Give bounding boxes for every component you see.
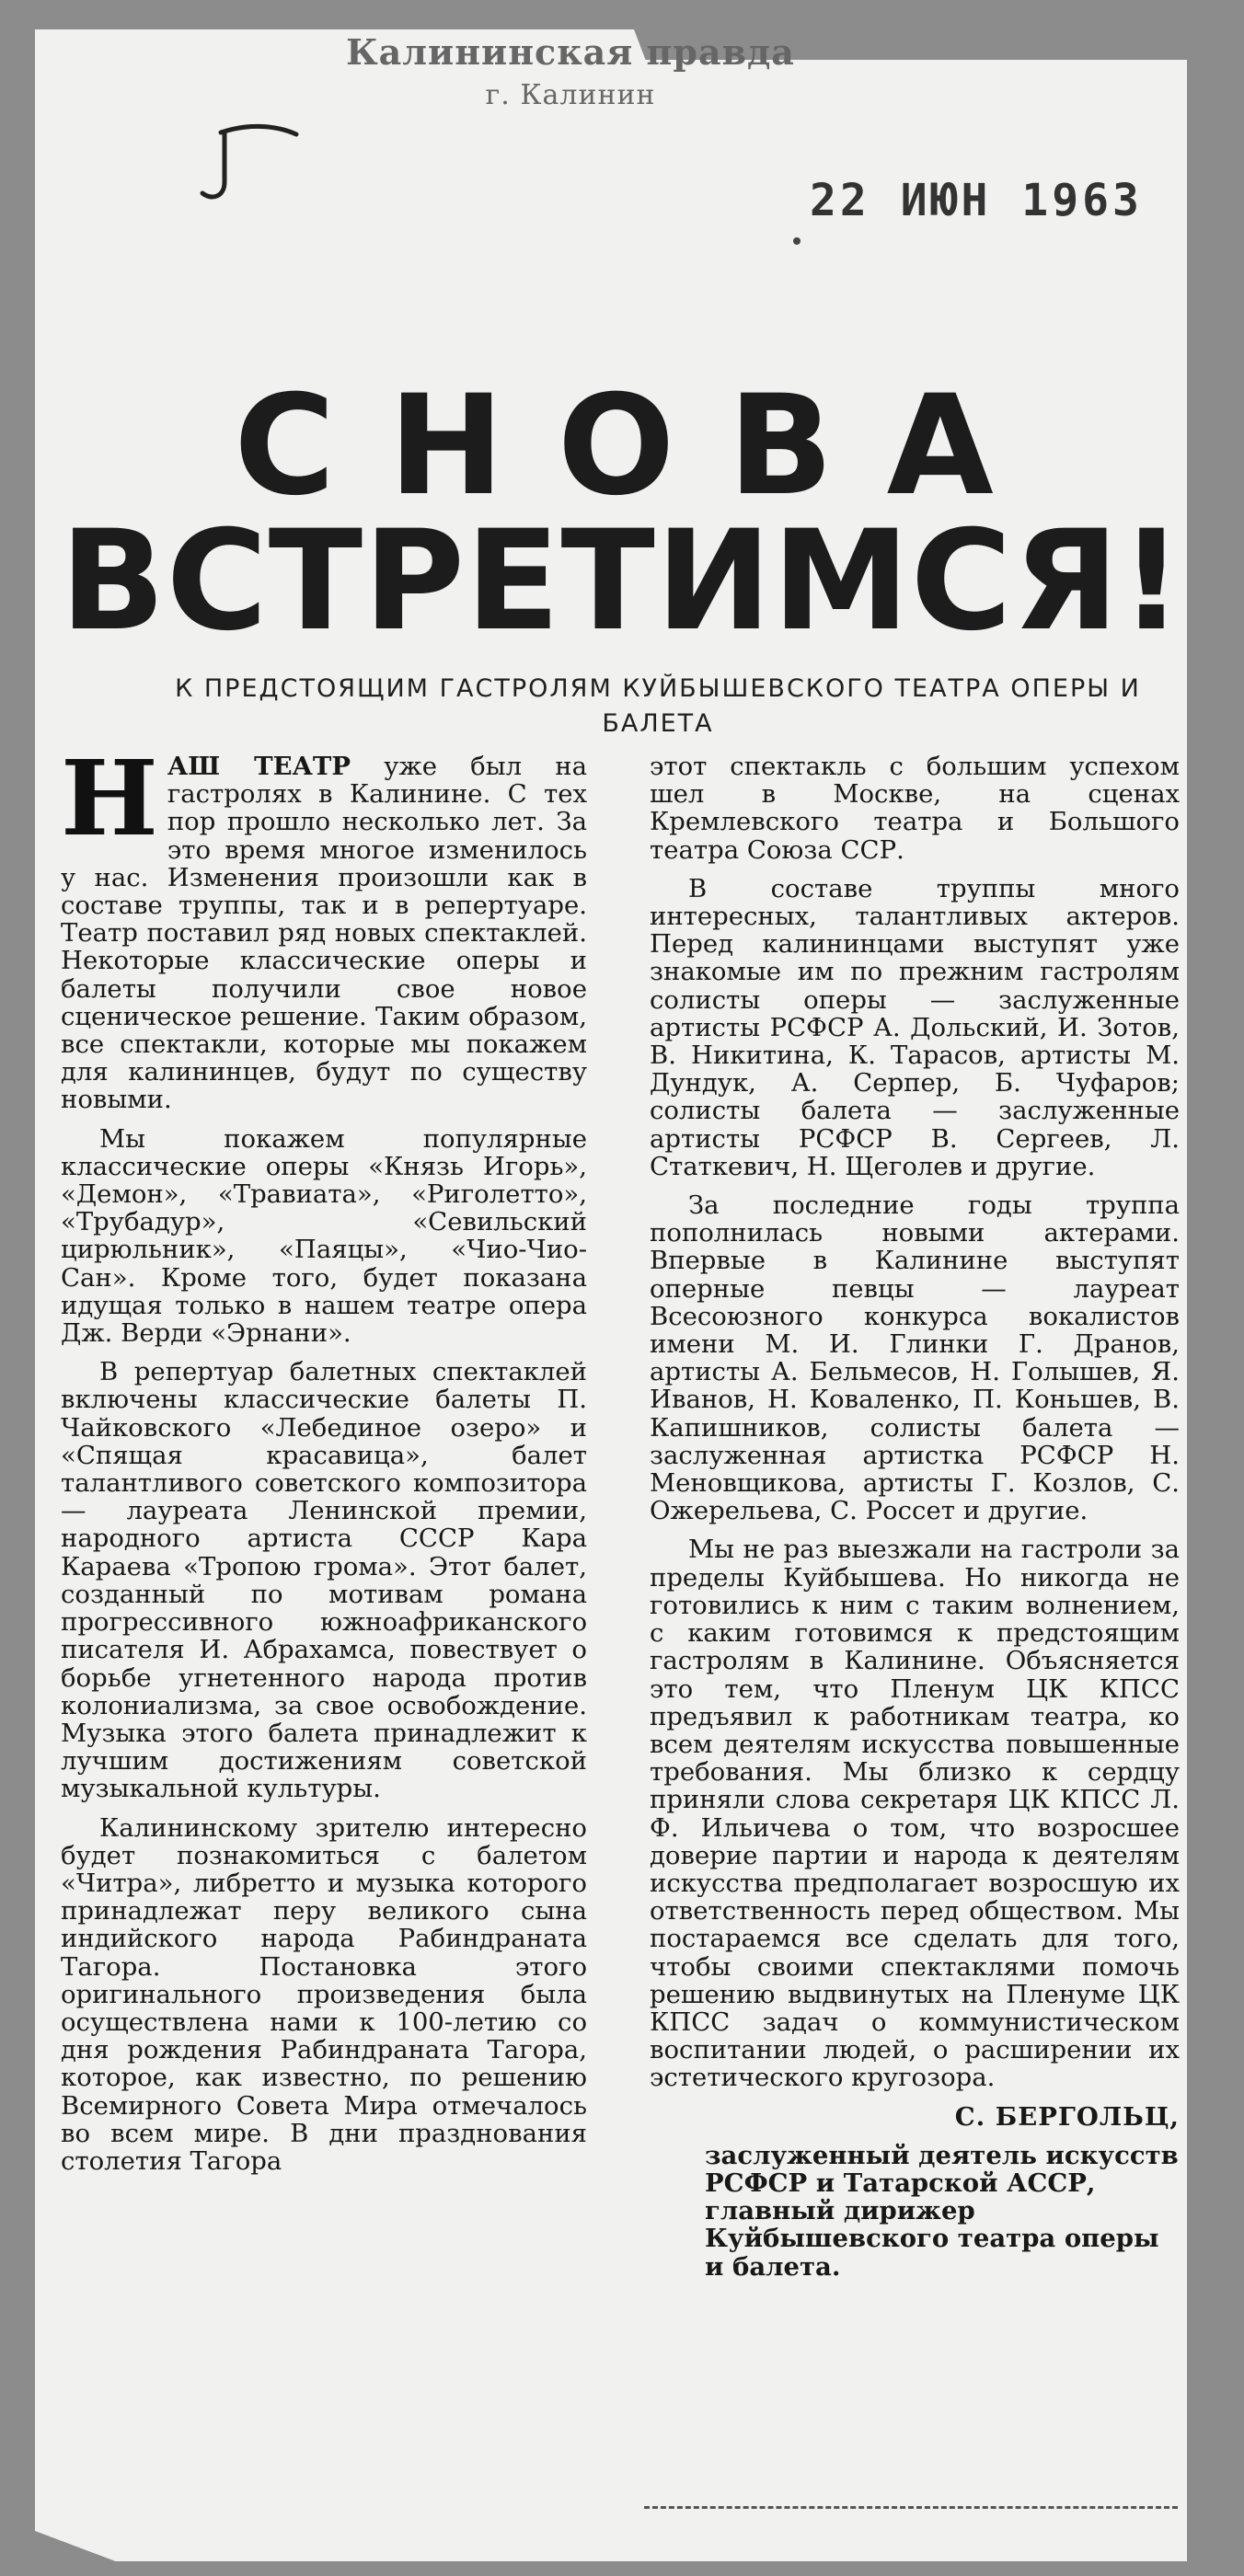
paragraph: Мы покажем популярные классические оперы «Князь Игорь», «Демон», «Травиата», «Риголетто», «Трубадур», «Севильский цирюльник», «Паяцы», «Чио-Чио-Сан». Кроме того, будет показана идущая только в нашем театре опера Дж. Верди «Эрнани». xyxy=(61,1123,587,1349)
author-name: С. БЕРГОЛЬЦ, xyxy=(954,2101,1180,2132)
paragraph: Калининскому зрителю интересно будет познакомиться с балетом «Читра», либретто и музыка которого принадлежат перу великого сына индийского народа Рабиндраната Тагора. Постановка этого оригинального произведения была осуществлена нами к 100-летию со дня рождения Рабиндраната Тагора, которое, как известно, по решению Всемирного Совета Мира отмечалось во всем мире. В дни празднования столетия Тагора xyxy=(61,1812,587,2176)
paragraph: Мы не раз выезжали на гастроли за пределы Куйбышева. Но никогда не готовились к ним с таким волнением, с каким готовимся к предстоящим гастролям в Калинине. Объясняется это тем, что Пленум ЦК КПСС предъявил к работникам театра, ко всем деятелям искусства повышенные требования. Мы близко к сердцу приняли слова секретаря ЦК КПСС Л. Ф. Ильичева о том, что возросшее доверие партии и народа к деятелям искусства предполагает возросшую их ответственность перед обществом. Мы постараемся все сделать для того, чтобы своими спектаклями помочь решению выдвинутых на Пленуме ЦК КПСС задач о коммунистическом воспитании людей, о расширении их эстетического кругозора. xyxy=(650,1535,1180,2093)
paragraph: этот спектакль с большим успехом шел в Москве, на сценах Кремлевского театра и Большого театра Союза ССР. xyxy=(650,752,1180,865)
date-stamp: 22 ИЮН 1963 xyxy=(810,175,1143,226)
headline-line2: ВСТРЕТИМСЯ! xyxy=(60,501,1184,661)
paragraph-text: уже был на гастролях в Калинине. С тех пор прошло несколько лет. За это время многое изменилось у нас. Изменения произошли как в составе труппы, так и в репертуаре. Театр поставил ряд новых спектаклей. Некоторые классические оперы и балеты получили свое новое сценическое решение. Таким образом, все спектакли, которые мы покажем для калининцев, будут по существу новыми. xyxy=(61,752,587,1115)
drop-cap: Н xyxy=(61,739,158,859)
stamp-newspaper-name: Калининская правда xyxy=(346,31,795,73)
newspaper-stamp xyxy=(276,31,865,114)
ink-dot xyxy=(793,237,801,245)
subheadline: К ПРЕДСТОЯЩИМ ГАСТРОЛЯМ КУЙБЫШЕВСКОГО ТЕАТРА ОПЕРЫ И БАЛЕТА xyxy=(175,674,1141,738)
article-column-left xyxy=(61,739,587,2186)
lead-in: АШ ТЕАТР xyxy=(167,752,351,781)
stamp-city: г. Калинин xyxy=(485,79,656,111)
paragraph: В репертуар балетных спектаклей включены классические балеты П. Чайковского «Лебединое озеро» и «Спящая красавица», балет талантливого советского композитора — лауреата Ленинской премии, народного артиста СССР Кара Караева «Тропою грома». Этот балет, созданный по мотивам романа прогрессивного южноафриканского писателя И. Абрахамса, повествует о борьбе угнетенного народа против колониализма, за свое освобождение. Музыка этого балета принадлежит к лучшим достижениям советской музыкальной культуры. xyxy=(61,1357,587,1804)
paragraph xyxy=(61,739,587,1115)
paragraph: В составе труппы много интересных, талантливых актеров. Перед калининцами выступят уже знакомые им по прежним гастролям солисты оперы — заслуженные артисты РСФСР А. Дольский, И. Зотов, В. Никитина, К. Тарасов, артисты М. Дундук, А. Серпер, Б. Чуфаров; солисты балета — заслуженные артисты РСФСР В. Сергеев, Л. Статкевич, Н. Щеголев и другие. xyxy=(650,873,1180,1181)
handwritten-mark xyxy=(193,109,313,210)
bottom-rule xyxy=(644,2506,1178,2509)
paragraph: За последние годы труппа пополнилась новыми актерами. Впервые в Калинине выступят оперные певцы — лауреат Всесоюзного конкурса вокалистов имени М. И. Глинки Г. Дранов, артисты А. Бельмесов, Н. Голышев, Я. Иванов, Н. Коваленко, П. Коньшев, В. Капишников, солисты балета — заслуженная артистка РСФСР Н. Меновщикова, артисты Г. Козлов, С. Ожерельева, С. Россет и другие. xyxy=(650,1190,1180,1526)
article-column-right xyxy=(650,753,1180,2292)
author-title: заслуженный деятель искусств РСФСР и Татарской АССР, главный дирижер Куйбышевского театра оперы и балета. xyxy=(705,2140,1179,2282)
headline-line1: СНОВА xyxy=(234,366,1047,526)
